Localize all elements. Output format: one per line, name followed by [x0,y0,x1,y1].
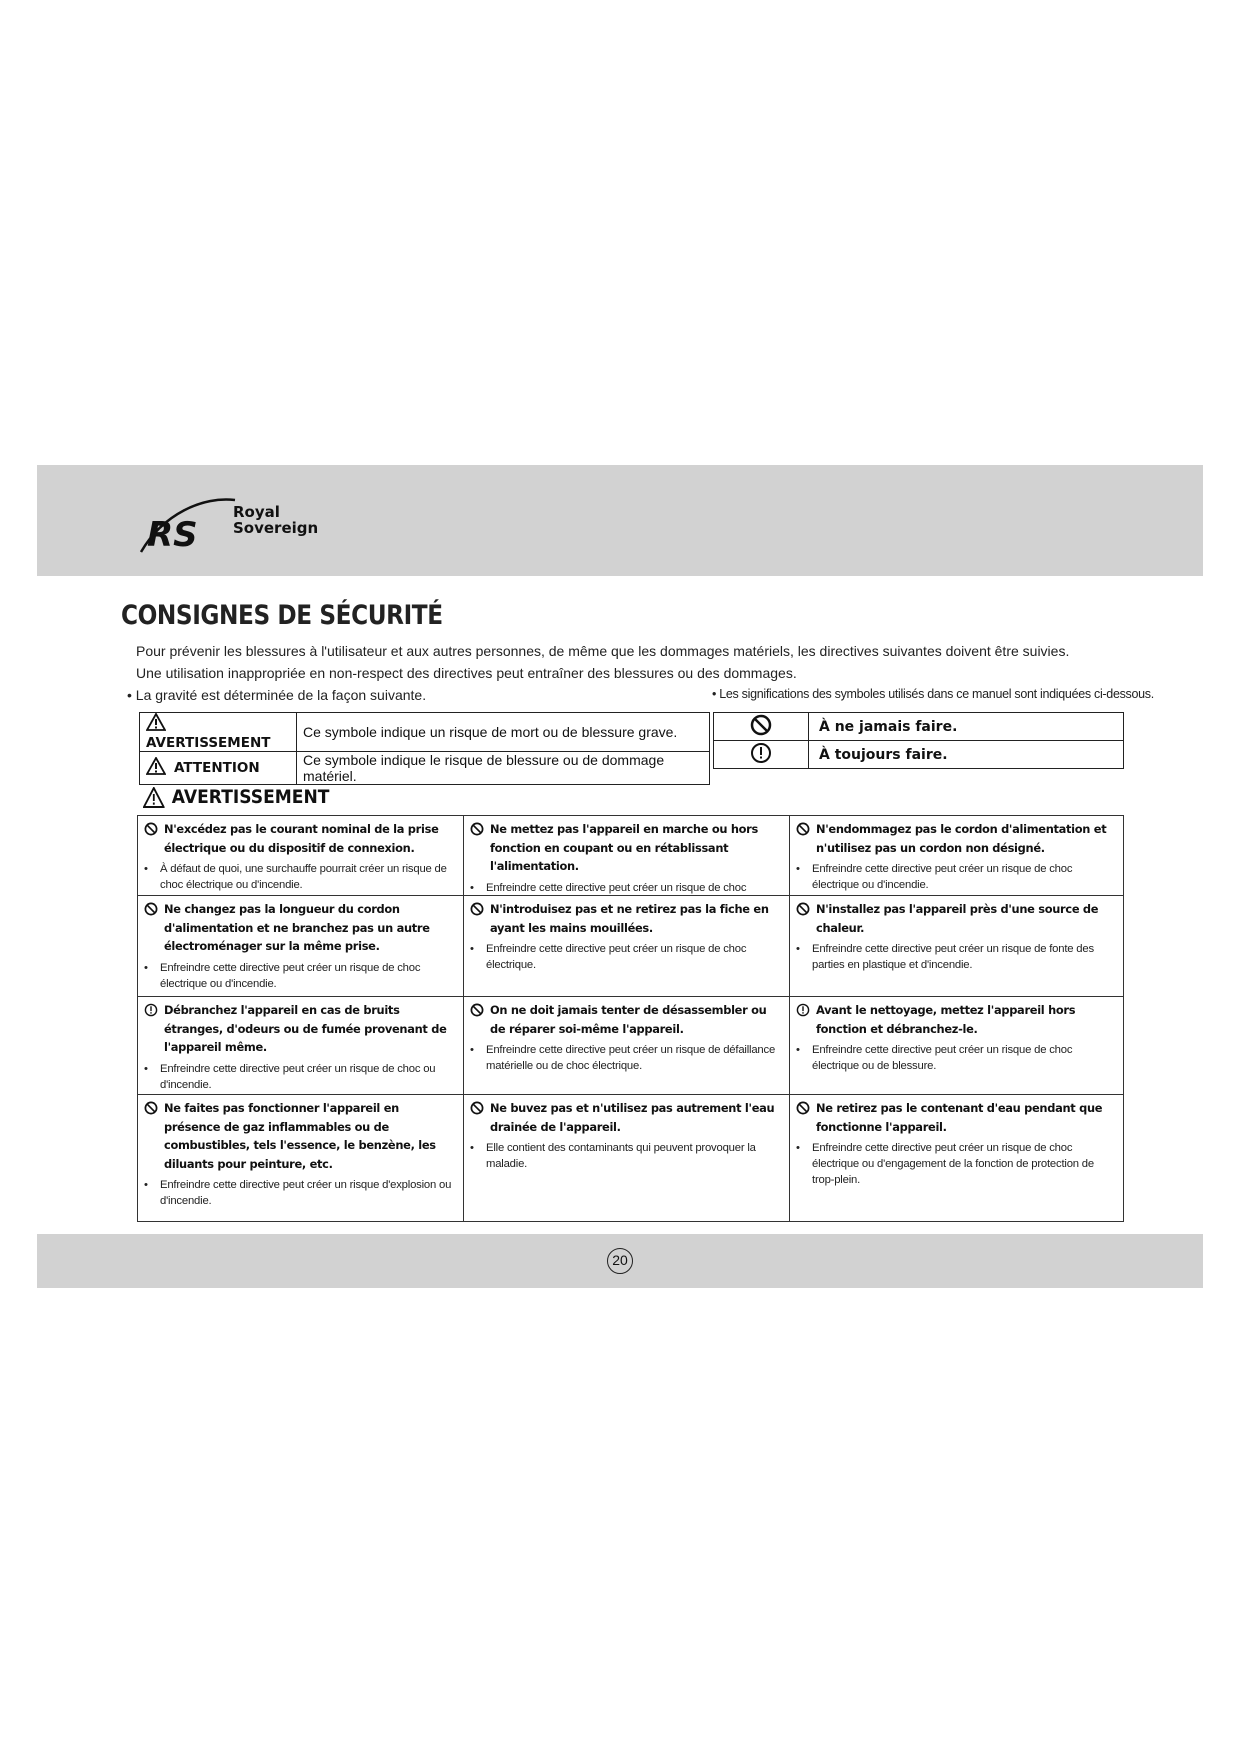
severity-description: Ce symbole indique un risque de mort ou de blessure grave. [297,713,710,752]
symbol-row [714,741,1124,769]
warning-instruction-text: Ne changez pas la longueur du cordon d'alimentation et ne branchez pas un autre électroménager sur la même prise. [164,902,430,953]
intro-line-1: Pour prévenir les blessures à l'utilisateur et aux autres personnes, de même que les dommages matériels, les directives suivantes doivent être suivies. [136,643,1070,659]
warning-detail [144,1177,457,1209]
prohibited-icon [144,1101,158,1173]
warning-heading [143,786,329,808]
warning-instruction-text: Ne retirez pas le contenant d'eau pendant que fonctionne l'appareil. [816,1101,1103,1134]
prohibited-icon [470,1101,484,1136]
severity-label-cell [140,713,297,752]
warning-instruction-text: N'endommagez pas le cordon d'alimentation et n'utilisez pas un cordon non désigné. [816,822,1107,855]
footer-band [37,1234,1203,1288]
warning-instruction [470,1001,783,1038]
warning-detail-text: Enfreindre cette directive peut créer un risque de choc électrique ou d'incendie. [160,961,421,990]
prohibited-icon [470,1003,484,1038]
warnings-table [137,815,1124,1222]
symbols-note: • Les significations des symboles utilisés dans ce manuel sont indiquées ci-dessous. [712,687,1154,701]
warning-instruction-text: N'installez pas l'appareil près d'une source de chaleur. [816,902,1099,935]
warning-detail [470,1042,783,1074]
warning-cell [138,896,464,997]
warning-detail [470,1140,783,1172]
prohibited-icon [796,1101,810,1136]
bullet-icon: • [796,1044,800,1056]
warning-cell [464,896,790,997]
warning-instruction [470,820,783,876]
warning-detail-text: Enfreindre cette directive peut créer un risque de choc ou d'incendie. [160,1062,436,1091]
bullet-icon: • [796,863,800,875]
warning-triangle-icon [143,787,165,808]
warning-cell [464,816,790,896]
intro-line-2: Une utilisation inappropriée en non-respect des directives peut entraîner des blessures ou des dommages. [136,665,797,681]
bullet-icon: • [144,863,148,875]
royal-sovereign-logo [133,494,319,556]
prohibited-icon [144,822,158,857]
warning-cell [790,1095,1123,1221]
bullet-icon: • [470,1142,474,1154]
warning-detail-text: Enfreindre cette directive peut créer un risque de choc électrique. [486,943,747,971]
warning-heading-text: AVERTISSEMENT [171,786,330,808]
bullet-icon: • [796,1142,800,1154]
warning-cell [790,816,1123,896]
severity-label-cell [140,752,297,785]
page-title: CONSIGNES DE SÉCURITÉ [121,600,443,631]
brand-name [233,504,318,536]
severity-row [140,752,710,785]
severity-table [139,712,710,785]
warning-cell [138,1095,464,1221]
warning-cell [790,997,1123,1095]
page-number: 20 [607,1248,633,1274]
bullet-icon: • [796,943,800,955]
symbols-table [713,712,1124,769]
bullet-icon: • [470,943,474,955]
warning-detail-text: Enfreindre cette directive peut créer un risque de défaillance matérielle ou de choc électrique. [486,1044,776,1072]
symbol-meaning: À ne jamais faire. [809,713,1124,741]
symbol-meaning: À toujours faire. [809,741,1124,769]
warning-detail-text: Elle contient des contaminants qui peuvent provoquer la maladie. [486,1142,756,1170]
warning-detail [796,1042,1117,1074]
warning-instruction [470,1099,783,1136]
mandatory-icon [144,1003,158,1057]
warning-detail [470,941,783,973]
symbol-icon-cell [714,741,809,769]
warning-instruction [144,900,457,956]
bullet-icon: • [144,1179,148,1191]
warning-instruction-text: Débranchez l'appareil en cas de bruits étranges, d'odeurs ou de fumée provenant de l'appareil même. [164,1003,447,1054]
warning-instruction [796,820,1117,857]
warning-triangle-icon [146,713,166,735]
warning-instruction [470,900,783,937]
warning-detail [796,1140,1117,1188]
warning-instruction [796,900,1117,937]
severity-note: • La gravité est déterminée de la façon suivante. [127,687,427,703]
warning-detail [144,1061,457,1093]
warning-detail-text: Enfreindre cette directive peut créer un risque de choc électrique ou d'engagement de la fonction de protection de trop-plein. [812,1142,1094,1186]
prohibited-icon [750,714,772,736]
warning-instruction [144,1099,457,1173]
severity-description: Ce symbole indique le risque de blessure ou de dommage matériel. [297,752,710,785]
warning-instruction-text: On ne doit jamais tenter de désassembler ou de réparer soi-même l'appareil. [490,1003,767,1036]
mandatory-icon [750,742,772,764]
warning-detail [470,880,783,897]
warning-cell [464,997,790,1095]
severity-row [140,713,710,752]
warning-instruction-text: N'excédez pas le courant nominal de la prise électrique ou du dispositif de connexion. [164,822,439,855]
warning-detail-text: Enfreindre cette directive peut créer un risque de choc électrique ou d'incendie. [812,863,1073,891]
warning-detail [144,960,457,992]
warning-detail [144,861,457,893]
prohibited-icon [470,902,484,937]
warning-instruction-text: Ne mettez pas l'appareil en marche ou hors fonction en coupant ou en rétablissant l'alimentation. [490,822,758,873]
warning-detail-text: À défaut de quoi, une surchauffe pourrait créer un risque de choc électrique ou d'incendie. [160,863,447,891]
warning-detail-text: Enfreindre cette directive peut créer un risque de choc [486,881,747,894]
warning-instruction [144,1001,457,1057]
prohibited-icon [144,902,158,956]
header-band [37,465,1203,576]
severity-label: ATTENTION [174,760,260,776]
bullet-icon: • [144,961,148,974]
mandatory-icon [796,1003,810,1038]
warning-detail [796,941,1117,973]
bullet-icon: • [470,881,474,894]
warning-instruction-text: Avant le nettoyage, mettez l'appareil hors fonction et débranchez-le. [816,1003,1076,1036]
warning-detail-text: Enfreindre cette directive peut créer un risque de fonte des parties en plastique et d'incendie. [812,943,1094,971]
warning-instruction [144,820,457,857]
caution-triangle-icon [146,757,166,779]
warning-cell [790,896,1123,997]
warning-instruction [796,1001,1117,1038]
warning-detail-text: Enfreindre cette directive peut créer un risque de choc électrique ou de blessure. [812,1044,1073,1072]
warning-instruction-text: Ne buvez pas et n'utilisez pas autrement l'eau drainée de l'appareil. [490,1101,775,1134]
brand-mark: RS [147,515,198,555]
bullet-icon: • [144,1062,148,1075]
prohibited-icon [470,822,484,876]
warning-detail [796,861,1117,893]
symbol-icon-cell [714,713,809,741]
warning-cell [464,1095,790,1221]
warning-instruction-text: N'introduisez pas et ne retirez pas la fiche en ayant les mains mouillées. [490,902,769,935]
brand-name-line1: Royal [233,503,280,521]
warning-instruction [796,1099,1117,1136]
brand-name-line2: Sovereign [233,519,319,537]
warning-instruction-text: Ne faites pas fonctionner l'appareil en présence de gaz inflammables ou de combustibles, tels l'essence, le benzène, les diluants pour peinture, etc. [164,1101,436,1171]
warning-cell [138,997,464,1095]
bullet-icon: • [470,1044,474,1056]
warning-cell [138,816,464,896]
symbol-row [714,713,1124,741]
prohibited-icon [796,822,810,857]
warning-detail-text: Enfreindre cette directive peut créer un risque d'explosion ou d'incendie. [160,1179,452,1207]
severity-label: AVERTISSEMENT [146,735,271,751]
prohibited-icon [796,902,810,937]
